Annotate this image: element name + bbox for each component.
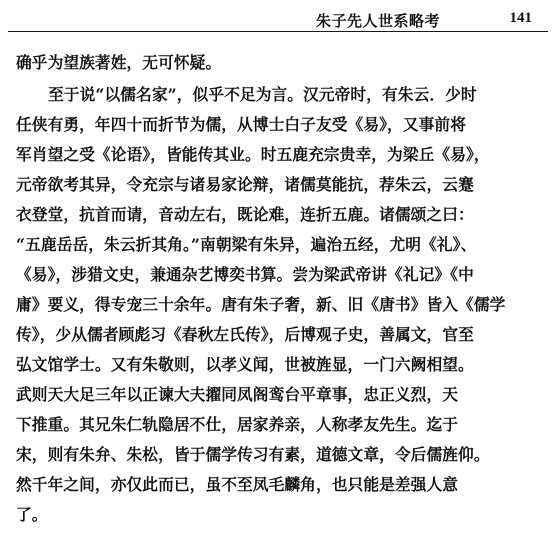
chapter-title: 朱子先人世系略考 xyxy=(316,12,441,30)
text-line: 武则天大足三年以正谏大夫擢同凤阁鸾台平章事，忠正义烈，天 xyxy=(16,385,459,404)
header-rule xyxy=(8,31,548,32)
text-line: 传》，少从儒者顾彪习《春秋左氏传》，后博观子史，善属文，官至 xyxy=(16,325,474,344)
running-header xyxy=(300,8,540,30)
text-line: “五鹿岳岳，朱云折其角。”南朝梁有朱异，遍治五经，尤明《礼》、 xyxy=(16,235,477,254)
text-line: 确乎为望族著姓，无可怀疑。 xyxy=(16,53,222,72)
text-line: 然千年之间，亦仅此而已，虽不至凤毛麟角，也只能是差强人意 xyxy=(16,475,459,494)
text-line: 至于说“以儒名家”，似乎不足为言。汉元帝时，有朱云．少时 xyxy=(48,85,477,104)
text-line: 弘文馆学士。又有朱敬则，以孝义闻，世被旌显，一门六阙相望。 xyxy=(16,355,474,374)
text-line: 庸》要义，得专宠三十余年。唐有朱子奢，新、旧《唐书》皆入《儒学 xyxy=(16,295,506,314)
text-line: 元帝欲考其异，令充宗与诸易家论辩，诸儒莫能抗，荐朱云，云蹇 xyxy=(16,175,474,194)
text-line: 《易》，涉猎文史，兼通杂艺博奕书算。尝为梁武帝讲《礼记》《中 xyxy=(16,265,474,284)
page-number: 141 xyxy=(509,10,532,26)
text-line: 军肖望之受《论语》，皆能传其业。时五鹿充宗贵幸，为梁丘《易》， xyxy=(16,145,490,164)
text-line: 衣登堂，抗首而请，音动左右，既论难，连折五鹿。诸儒颂之曰： xyxy=(16,205,474,224)
text-line: 了。 xyxy=(16,505,48,524)
text-line: 任侠有勇，年四十而折节为儒，从博士白子友受《易》，又事前将 xyxy=(16,115,466,134)
text-line: 宋，则有朱弁、朱松，皆于儒学传习有素，道德文章，令后儒旌仰。 xyxy=(16,445,490,464)
text-line: 下推重。其兄朱仁轨隐居不仕，居家养亲，人称孝友先生。迄于 xyxy=(16,415,459,434)
